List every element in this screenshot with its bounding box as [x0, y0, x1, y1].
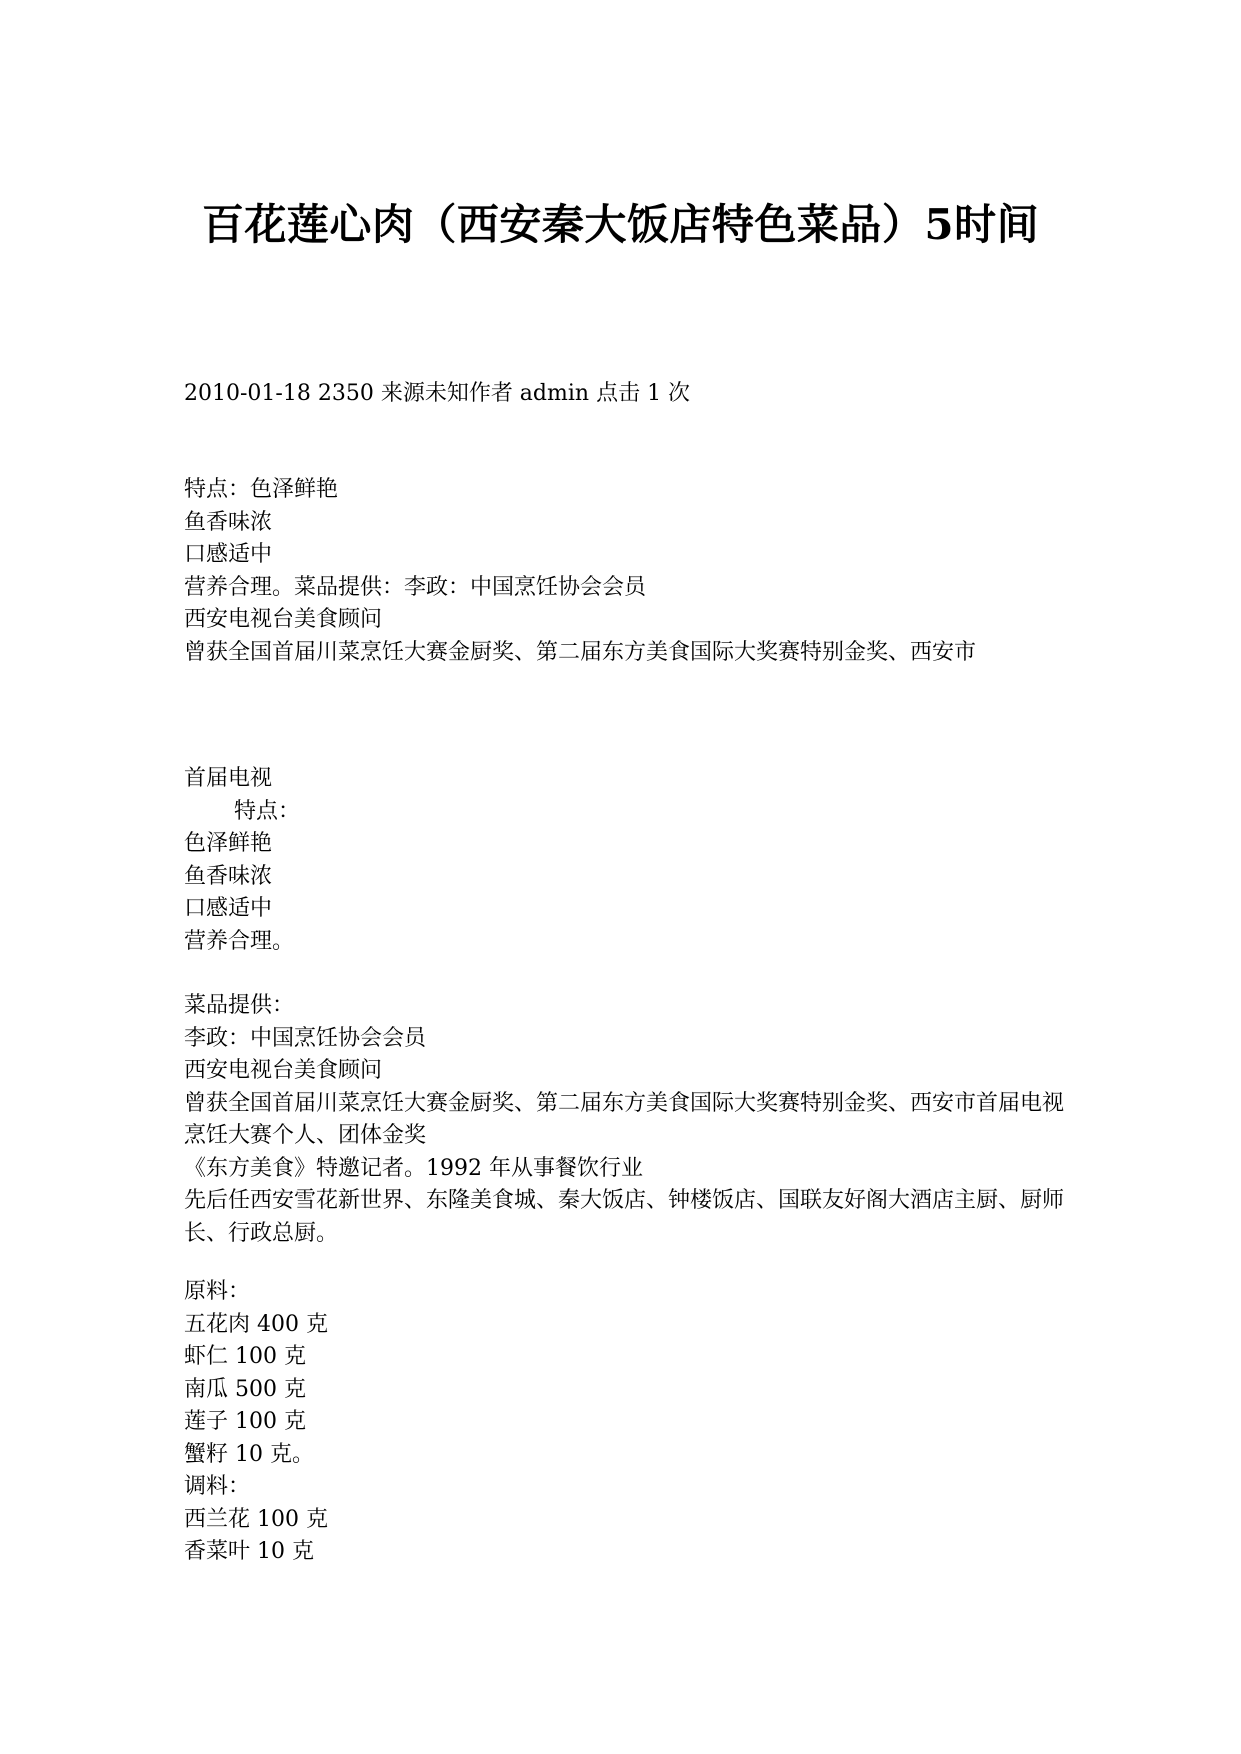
intro-section: [184, 474, 1064, 669]
ingredient-item: 五花肉 400 克: [184, 1311, 328, 1337]
ingredients-label: 原料：: [184, 1279, 251, 1304]
features-heading: 首届电视: [184, 766, 273, 791]
features-label: 特点：: [234, 798, 301, 824]
intro-line: 特点：色泽鲜艳: [184, 477, 339, 502]
provider-line: 李政：中国烹饪协会会员: [184, 1025, 427, 1051]
ingredient-item: 虾仁 100 克: [184, 1344, 306, 1369]
intro-line: 鱼香味浓: [184, 509, 273, 535]
ingredients-section: [184, 1276, 1064, 1569]
provider-line: 《东方美食》特邀记者。1992 年从事餐饮行业: [184, 1155, 643, 1181]
feature-line: 营养合理。: [184, 928, 295, 954]
intro-line: 曾获全国首届川菜烹饪大赛金厨奖、第二届东方美食国际大奖赛特别金奖、西安市: [184, 639, 977, 665]
provider-line: 先后任西安雪花新世界、东隆美食城、秦大饭店、钟楼饭店、国联友好阁大酒店主厨、厨师长、行政总厨。: [184, 1188, 1065, 1246]
seasoning-item: 香菜叶 10 克: [184, 1539, 314, 1564]
features-section: [184, 763, 1064, 958]
ingredient-item: 南瓜 500 克: [184, 1376, 306, 1402]
feature-line: 色泽鲜艳: [184, 831, 273, 856]
feature-line: 鱼香味浓: [184, 863, 273, 889]
intro-line: 口感适中: [184, 542, 273, 567]
ingredient-item: 蟹籽 10 克。: [184, 1441, 314, 1467]
provider-line: 菜品提供：: [184, 993, 295, 1018]
seasoning-item: 西兰花 100 克: [184, 1506, 328, 1532]
feature-line: 口感适中: [184, 896, 273, 921]
article-meta: 2010-01-18 2350 来源未知作者 admin 点击 1 次: [184, 381, 691, 406]
provider-line: 曾获全国首届川菜烹饪大赛金厨奖、第二届东方美食国际大奖赛特别金奖、西安市首届电视烹饪大赛个人、团体金奖: [184, 1090, 1065, 1148]
provider-section: [184, 990, 1064, 1250]
intro-line: 西安电视台美食顾问: [184, 607, 383, 632]
document-title: 百花莲心肉（西安秦大饭店特色菜品）5时间: [201, 200, 1040, 249]
ingredient-item: 莲子 100 克: [184, 1409, 306, 1434]
provider-line: 西安电视台美食顾问: [184, 1058, 383, 1083]
intro-line: 营养合理。菜品提供：李政：中国烹饪协会会员: [184, 574, 647, 600]
seasonings-label: 调料：: [184, 1474, 251, 1499]
